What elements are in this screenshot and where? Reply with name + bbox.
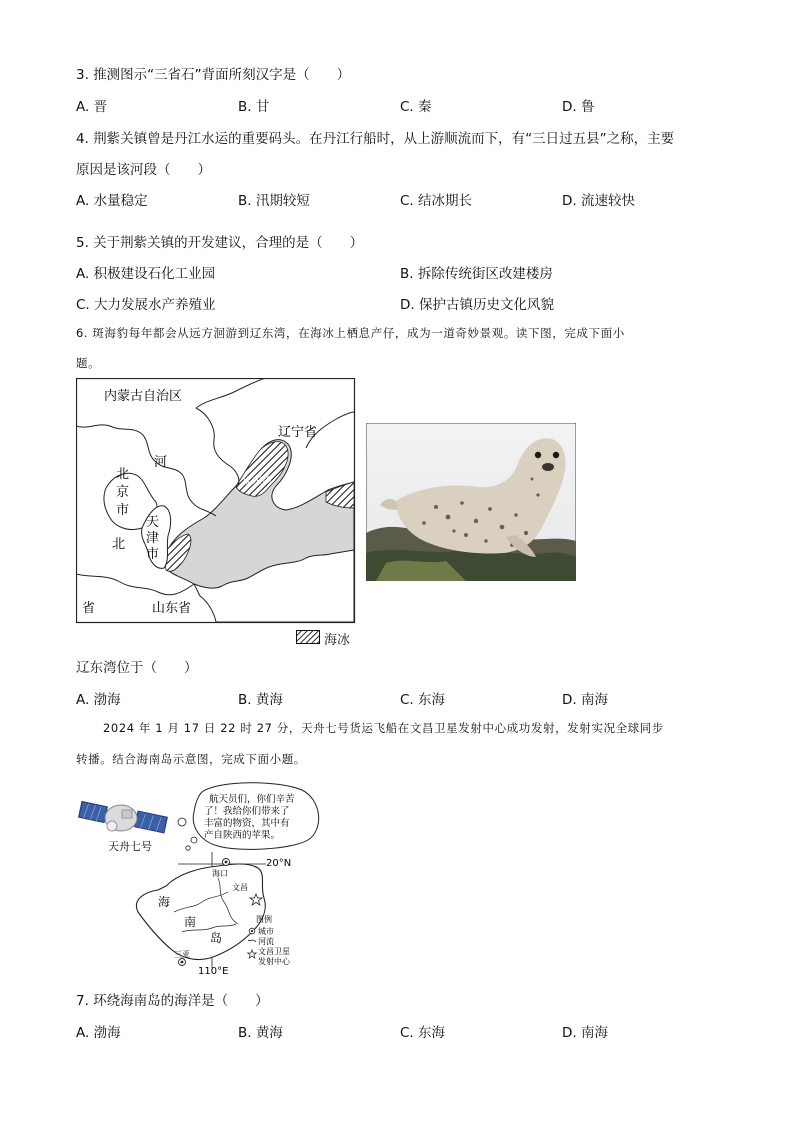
question-3-option-c[interactable]: C. 秦 [400,99,432,115]
question-6-stem: 辽东湾位于（ ） [76,660,198,676]
legend-river: 河流 [258,937,274,946]
map-label-hebei-3: 省 [82,601,96,616]
question-3-option-a[interactable]: A. 晋 [76,99,108,115]
legend-launch-2: 发射中心 [258,957,290,966]
legend-river-icon [248,940,256,942]
legend-title: 图例 [256,915,272,924]
question-5-option-a[interactable]: A. 积极建设石化工业园 [76,266,216,282]
question-5-option-d[interactable]: D. 保护古镇历史文化风貌 [400,297,554,313]
map-label-inner-mongolia: 内蒙古自治区 [104,389,183,404]
map-label-tianjin-3: 市 [146,547,160,562]
question-4-stem-line1: 4. 荆紫关镇曾是丹江水运的重要码头。在丹江行船时，从上游顺流而下，有“三日过五县”之称，主要 [76,131,675,147]
map-label-beijing-3: 市 [116,503,130,518]
map-label-tianjin-1: 天 [146,515,160,530]
question-6-option-d[interactable]: D. 南海 [562,692,608,708]
question-7-option-b[interactable]: B. 黄海 [238,1025,283,1041]
legend-launch-1: 文昌卫星 [258,947,290,956]
question-6-option-a[interactable]: A. 渤海 [76,692,121,708]
question-6-option-c[interactable]: C. 东海 [400,692,446,708]
question-7-stem: 7. 环绕海南岛的海洋是（ ） [76,993,269,1009]
map-label-beijing-1: 北 [116,467,130,482]
map-label-hebei-2: 北 [112,537,126,552]
label-110e: 110°E [198,966,229,977]
question-7-option-a[interactable]: A. 渤海 [76,1025,121,1041]
map-label-shandong: 山东省 [152,601,192,616]
question-4-stem-line2: 原因是该河段（ ） [76,162,211,178]
question-6-option-b[interactable]: B. 黄海 [238,692,283,708]
label-tianzhou-7: 天舟七号 [108,840,152,853]
hainan-island [136,864,265,960]
question-5-option-c[interactable]: C. 大力发展水产养殖业 [76,297,216,313]
label-wenchang: 文昌 [232,883,248,892]
sea-ice-legend-swatch [296,630,320,644]
spotted-seal-photo [366,423,576,581]
hainan-figure [78,782,328,978]
question-4-option-d[interactable]: D. 流速较快 [562,193,635,209]
tianzhou-7-spacecraft [79,801,168,832]
label-20n: 20°N [266,858,292,869]
bubble-line-1: 航天员们，你们辛苦 [209,794,295,805]
map-label-tianjin-2: 津 [146,531,160,546]
map-label-beijing-2: 京 [116,485,130,500]
label-island-1: 海 [158,895,171,909]
question-4-option-c[interactable]: C. 结冰期长 [400,193,473,209]
question-6-intro-line1: 6. 斑海豹每年都会从远方洄游到辽东湾，在海冰上栖息产仔，成为一道奇妙景观。读下图，完成下面小 [76,326,625,340]
question-5-stem: 5. 关于荆紫关镇的开发建议，合理的是（ ） [76,235,364,251]
bubble-line-3: 丰富的物资，其中有 [204,818,290,829]
label-island-3: 岛 [210,931,223,945]
label-haikou: 海口 [212,869,228,878]
question-4-option-a[interactable]: A. 水量稳定 [76,193,148,209]
bubble-line-2: 了！我给你们带来了 [204,806,290,817]
map-label-liaodong-bay: 辽东湾 [242,476,272,487]
question-7-intro-line1: 2024 年 1 月 17 日 22 时 27 分，天舟七号货运飞船在文昌卫星发射中心成功发射，发射实况全球同步 [103,721,664,735]
bubble-line-4: 产自陕西的苹果。 [204,830,281,841]
map-label-hebei-1: 河 [154,455,168,470]
question-3-option-b[interactable]: B. 甘 [238,99,270,115]
question-7-intro-line2: 转播。结合海南岛示意图，完成下面小题。 [76,752,306,766]
map-label-liaoning: 辽宁省 [278,425,318,440]
question-7-option-c[interactable]: C. 东海 [400,1025,446,1041]
question-6-intro-line2: 题。 [76,356,101,370]
bohai-map [76,378,356,624]
question-5-option-b[interactable]: B. 拆除传统街区改建楼房 [400,266,553,282]
label-island-2: 南 [184,915,197,929]
question-3-option-d[interactable]: D. 鲁 [562,99,595,115]
question-7-option-d[interactable]: D. 南海 [562,1025,608,1041]
label-sanya: 三亚 [174,950,190,959]
question-3-stem: 3. 推测图示“三省石”背面所刻汉字是（ ） [76,67,351,83]
legend-launch-icon [248,950,257,958]
question-4-option-b[interactable]: B. 汛期较短 [238,193,310,209]
sea-ice-legend-label: 海冰 [324,633,351,648]
legend-city: 城市 [258,927,274,936]
